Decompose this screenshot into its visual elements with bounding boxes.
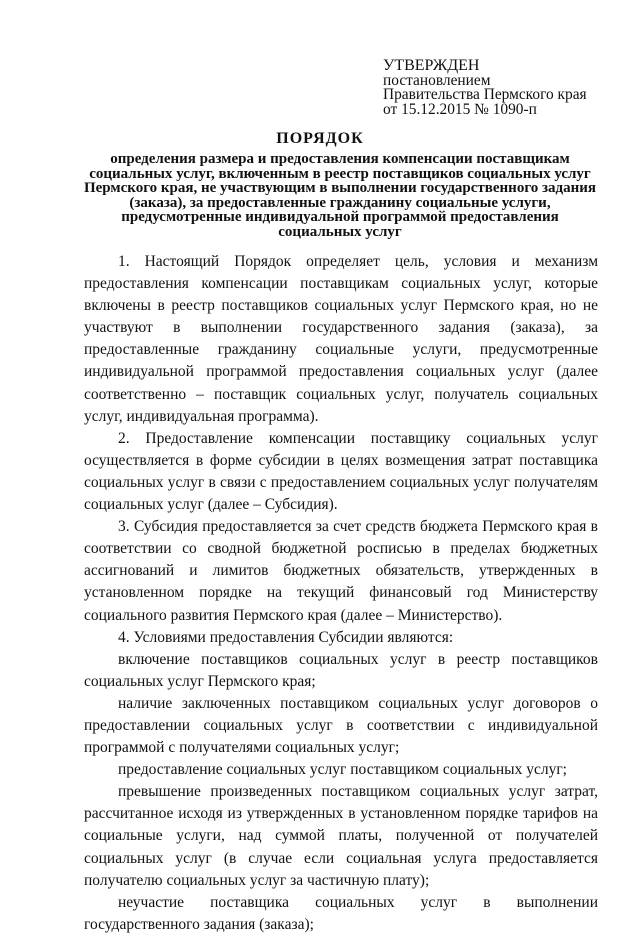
paragraph-3: 3. Субсидия предоставляется за счет средств бюджета Пермского края в соответствии со сводной бюджетной росписью в пределах бюджетных ассигнований и лимитов бюджетных обязательств, утвержденных в установленном порядке на текущий финансовый год Министерству социального развития Пермского края (далее – Министерство). (84, 518, 598, 624)
subtitle-line: предусмотренные индивидуальной программой предоставления (121, 209, 559, 226)
condition-item: включение поставщиков социальных услуг в реестр поставщиков социальных услуг Пермского края; (84, 650, 598, 690)
paragraph-4: 4. Условиями предоставления Субсидии являются: (118, 628, 454, 646)
condition-item: наличие заключенных поставщиком социальных услуг договоров о предоставлении социальных услуг в соответствии с индивидуальной программой с получателями социальных услуг; (84, 694, 598, 757)
condition-item: предоставление социальных услуг поставщиком социальных услуг; (118, 761, 567, 779)
document-body (84, 251, 598, 936)
approval-line: Правительства Пермского края (383, 86, 587, 104)
subtitle-line: (заказа), за предоставленные гражданину социальные услуги, (129, 194, 551, 211)
approval-date: от 15.12.2015 № 1090-п (383, 100, 537, 118)
paragraph-1: 1. Настоящий Порядок определяет цель, условия и механизм предоставления компенсации поставщикам социальных услуг, которые включены в реестр поставщиков социальных услуг Пермского края, но не участвуют в выполнении государственного задания (заказа), за предоставленные гражданину социальные услуги, предусмотренные индивидуальной программой предоставления социальных услуг (далее соответственно – поставщик социальных услуг, получатель социальных услуг, индивидуальная программа). (84, 253, 598, 425)
subtitle-line: социальных услуг, включенным в реестр поставщиков социальных услуг (89, 165, 591, 182)
condition-item: неучастие поставщика социальных услуг в выполнении государственного задания (заказа); (84, 893, 598, 933)
approval-stamp (383, 58, 587, 117)
subtitle-line: Пермского края, не участвующим в выполнении государственного задания (83, 180, 597, 197)
condition-item: превышение произведенных поставщиком социальных услуг затрат, рассчитанное исходя из утвержденных в установленном порядке тарифов на социальные услуги, над суммой платы, полученной от получателей социальных услуг (в случае если социальная услуга предоставляется получателю социальных услуг за частичную плату); (84, 783, 598, 889)
subtitle-line: определения размера и предоставления компенсации поставщикам (110, 151, 570, 167)
approved-label: УТВЕРЖДЕН (383, 57, 480, 74)
subtitle-line: социальных услуг (278, 223, 402, 240)
paragraph-2: 2. Предоставление компенсации поставщику социальных услуг осуществляется в форме субсидии в целях возмещения затрат поставщика социальных услуг в связи с предоставлением социальных услуг получателям социальных услуг (далее – Субсидия). (84, 429, 598, 514)
document-title: ПОРЯДОК (276, 130, 364, 147)
approval-line: постановлением (383, 72, 491, 89)
document-subtitle (60, 152, 620, 240)
